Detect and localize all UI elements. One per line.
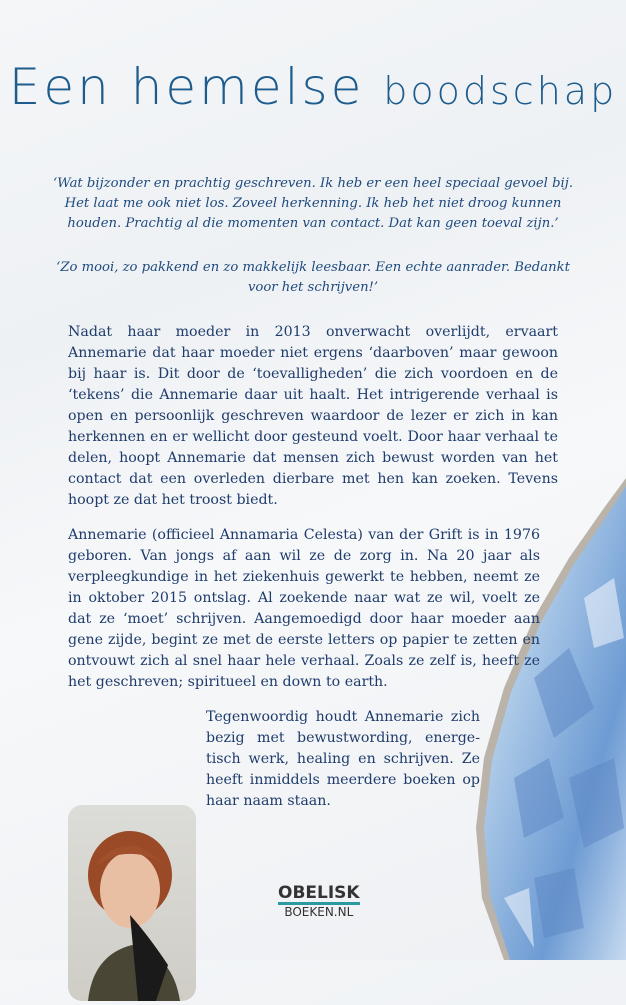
author-photo [68,805,196,1001]
book-title [0,58,626,116]
title-part2: boodschap [383,69,618,113]
paragraph-author-bio: Annemarie (officieel Annamaria Celesta) van der Grift is in 1976 geboren. Van jongs af aan wil ze de zorg in. Na 20 jaar als verpleegkundige in het ziekenhuis gewerkt te hebben, neemt ze in oktober 2015 ontslag. Al zoekende naar wat ze wil, voelt ze dat ze ‘moet’ schrijven. Aangemoedigd door haar moeder aan gene zijde, begint ze met de eerste letters op papier te zetten en ontvouwt zich al snel haar hele verhaal. Zoals ze zelf is, heeft ze het geschreven; spiritueel en down to earth. [68,527,540,690]
paragraph-current: Tegenwoordig houdt Annemarie zich bezig met bewustwording, energetisch werk, healing en schrijven. Ze heeft inmiddels meerdere boeken op haar naam staan. [206,709,480,809]
publisher-logo [278,884,360,919]
logo-line2: BOEKEN.NL [284,905,354,919]
paragraph-intro: Nadat haar moeder in 2013 onverwacht overlijdt, ervaart Annemarie dat haar moeder niet ergens ‘daarboven’ maar gewoon bij haar is. Dit door de ‘toevalligheden’ die zich voordoen en de ‘tekens’ die Annemarie daar uit haalt. Het intrigerende verhaal is open en persoonlijk geschreven waardoor de lezer er zich in kan herkennen en er wellicht door gesteund voelt. Door haar verhaal te delen, hoopt Annemarie dat mensen zich bewust worden van het contact dat een overleden dierbare met hen kan zoeken. Tevens hoopt ze dat het troost biedt. [68,324,558,508]
review-quote-1: ‘Wat bijzonder en prachtig geschreven. Ik heb er een heel speciaal gevoel bij. Het laat me ook niet los. Zoveel herkenning. Ik heb het niet droog kunnen houden. Prachtig al die momenten van contact. Dat kan geen toeval zijn.’ [52,176,574,231]
title-part1: Een hemelse [8,58,365,116]
logo-line1: OBELISK [278,883,360,903]
review-quote-2: ‘Zo mooi, zo pakkend en zo makkelijk leesbaar. Een echte aanrader. Bedankt voor het schrijven!’ [56,260,570,295]
